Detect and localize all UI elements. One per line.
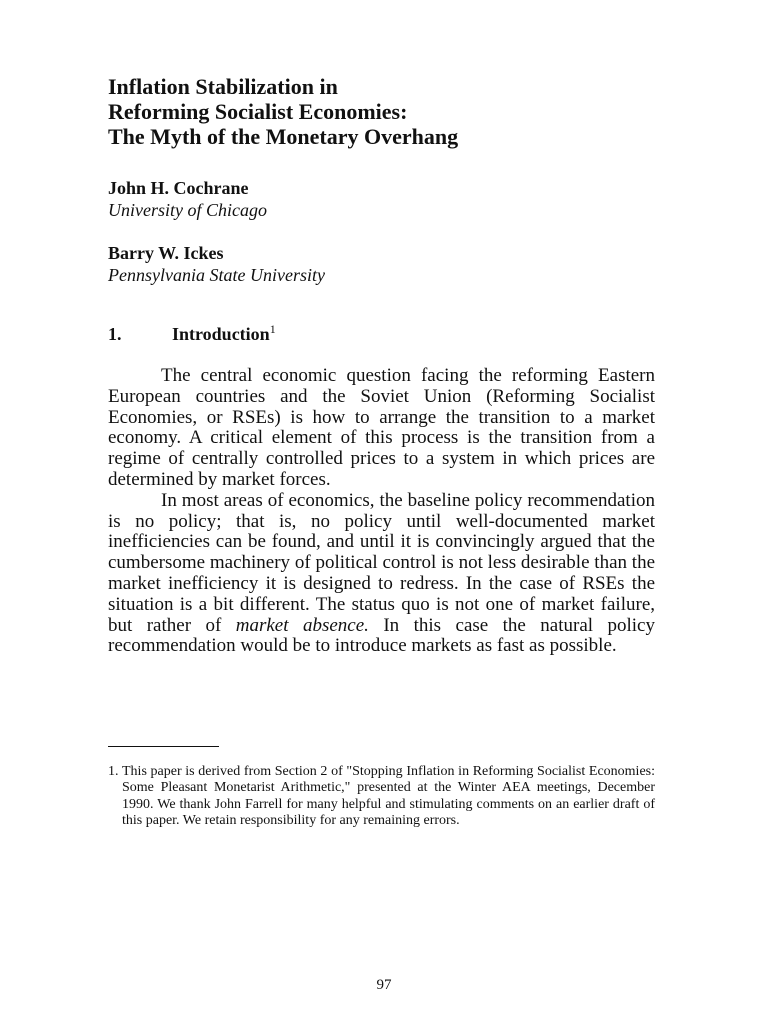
footnote-number: 1. xyxy=(108,764,119,779)
paragraph-2-emphasis: market absence. xyxy=(235,614,369,636)
footnote-text: This paper is derived from Section 2 of "Stopping Inflation in Reforming Socialist Economies: Some Pleasant Monetarist Arithmetic," presented at the Winter AEA meetings, December 1990. We thank John Farrell for many helpful and stimulating comments on an earlier draft of this paper. We retain responsibility for any remaining errors. xyxy=(122,764,655,829)
paragraph-2-text: In most areas of economics, the baseline policy recommendation is no policy; that is, no policy until well-documented market inefficiencies can be found, and until it is convincingly argued that the cumbersome machinery of political control is not less desirable than the market inefficiency it is designed to redress. In the case of RSEs the situation is a bit different. The status quo is not one of market failure, but rather of xyxy=(108,489,655,636)
footnote xyxy=(108,764,655,830)
body-text xyxy=(108,366,655,657)
section-number: 1. xyxy=(108,324,122,344)
author-name: Barry W. Ickes xyxy=(108,243,224,263)
author-block-1 xyxy=(108,177,267,221)
paragraph-1: The central economic question facing the reforming Eastern European countries and the Soviet Union (Reforming Socialist Economies, or RSEs) is how to arrange the transition to a market economy. A critical element of this process is the transition from a regime of centrally controlled prices to a system in which prices are determined by market forces. xyxy=(108,365,655,490)
author-affiliation: Pennsylvania State University xyxy=(108,265,325,285)
footnote-divider xyxy=(108,746,219,747)
paragraph-2-text-end: In this case the natural policy recommendation would be to introduce markets as fast as possible. xyxy=(108,614,655,657)
author-affiliation: University of Chicago xyxy=(108,200,267,220)
title-line-3: The Myth of the Monetary Overhang xyxy=(108,124,459,149)
section-heading xyxy=(108,323,276,345)
section-title: Introduction xyxy=(172,324,270,344)
author-block-2 xyxy=(108,242,325,286)
footnote-marker: 1 xyxy=(269,322,276,336)
paragraph-2 xyxy=(108,491,655,657)
paper-title xyxy=(108,74,668,149)
page-number: 97 xyxy=(376,977,392,993)
title-line-2: Reforming Socialist Economies: xyxy=(108,99,408,124)
author-name: John H. Cochrane xyxy=(108,178,249,198)
title-line-1: Inflation Stabilization in xyxy=(108,74,338,99)
